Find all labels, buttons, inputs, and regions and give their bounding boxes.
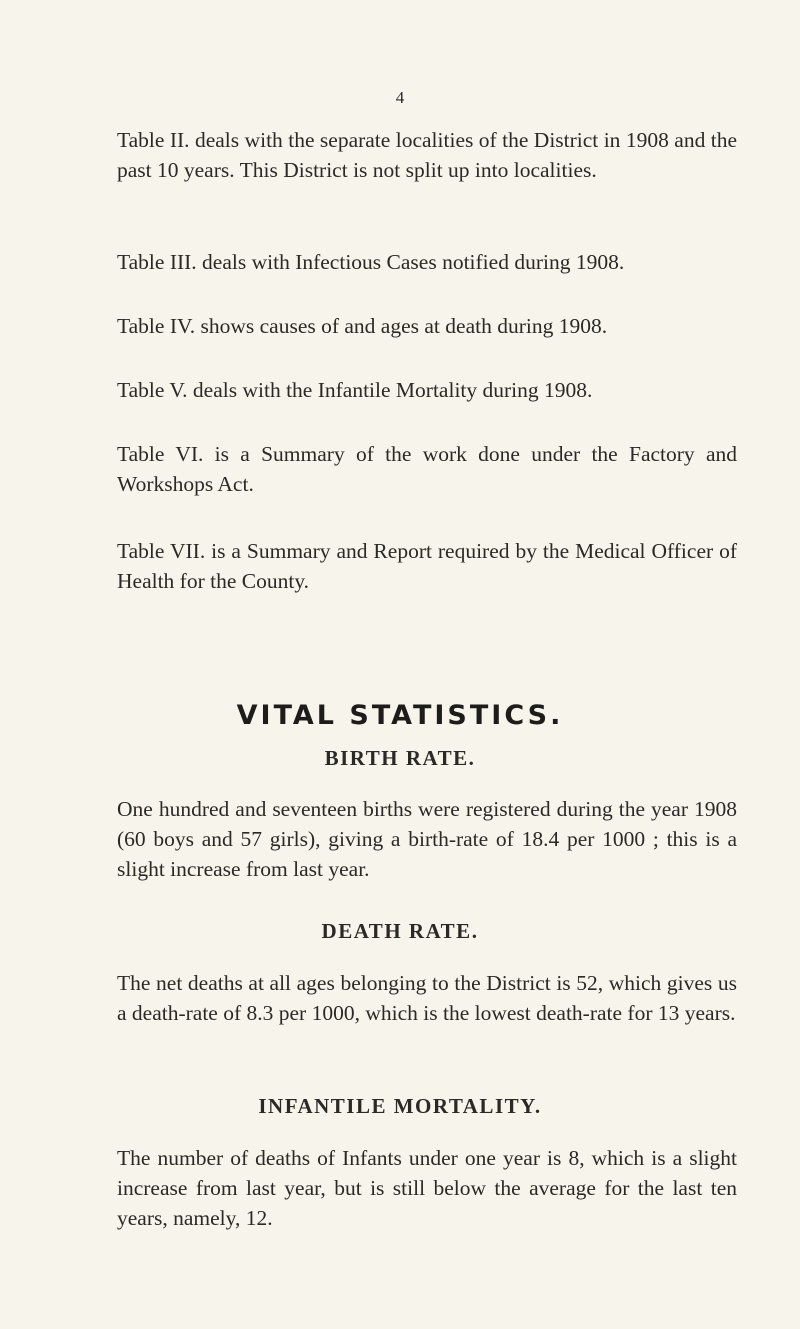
birth-rate-heading: BIRTH RATE.	[324, 746, 476, 770]
infantile-mortality-heading: INFANTILE MORTALITY.	[258, 1094, 542, 1118]
table-v-paragraph: Table V. deals with the Infantile Mortality during 1908.	[117, 378, 593, 402]
page-number: 4	[395, 88, 405, 107]
table-vi-paragraph: Table VI. is a Summary of the work done under the Factory and Workshops Act.	[117, 442, 737, 496]
infantile-mortality-paragraph: The number of deaths of Infants under one year is 8, which is a slight increase from last year, but is still below the average for the last ten years, namely, 12.	[117, 1146, 737, 1230]
vital-statistics-heading: VITAL STATISTICS.	[236, 700, 564, 731]
death-rate-heading: DEATH RATE.	[321, 919, 479, 943]
death-rate-paragraph: The net deaths at all ages belonging to the District is 52, which gives us a death-rate of 8.3 per 1000, which is the lowest death-rate for 13 years.	[117, 971, 737, 1025]
table-vii-paragraph: Table VII. is a Summary and Report required by the Medical Officer of Health for the County.	[117, 539, 737, 593]
birth-rate-paragraph: One hundred and seventeen births were registered during the year 1908 (60 boys and 57 girls), giving a birth-rate of 18.4 per 1000 ; this is a slight increase from last year.	[117, 797, 737, 881]
table-iii-paragraph: Table III. deals with Infectious Cases notified during 1908.	[117, 250, 625, 274]
table-iv-paragraph: Table IV. shows causes of and ages at death during 1908.	[117, 314, 608, 338]
table-ii-paragraph: Table II. deals with the separate localities of the District in 1908 and the past 10 years. This District is not split up into localities.	[117, 128, 737, 182]
